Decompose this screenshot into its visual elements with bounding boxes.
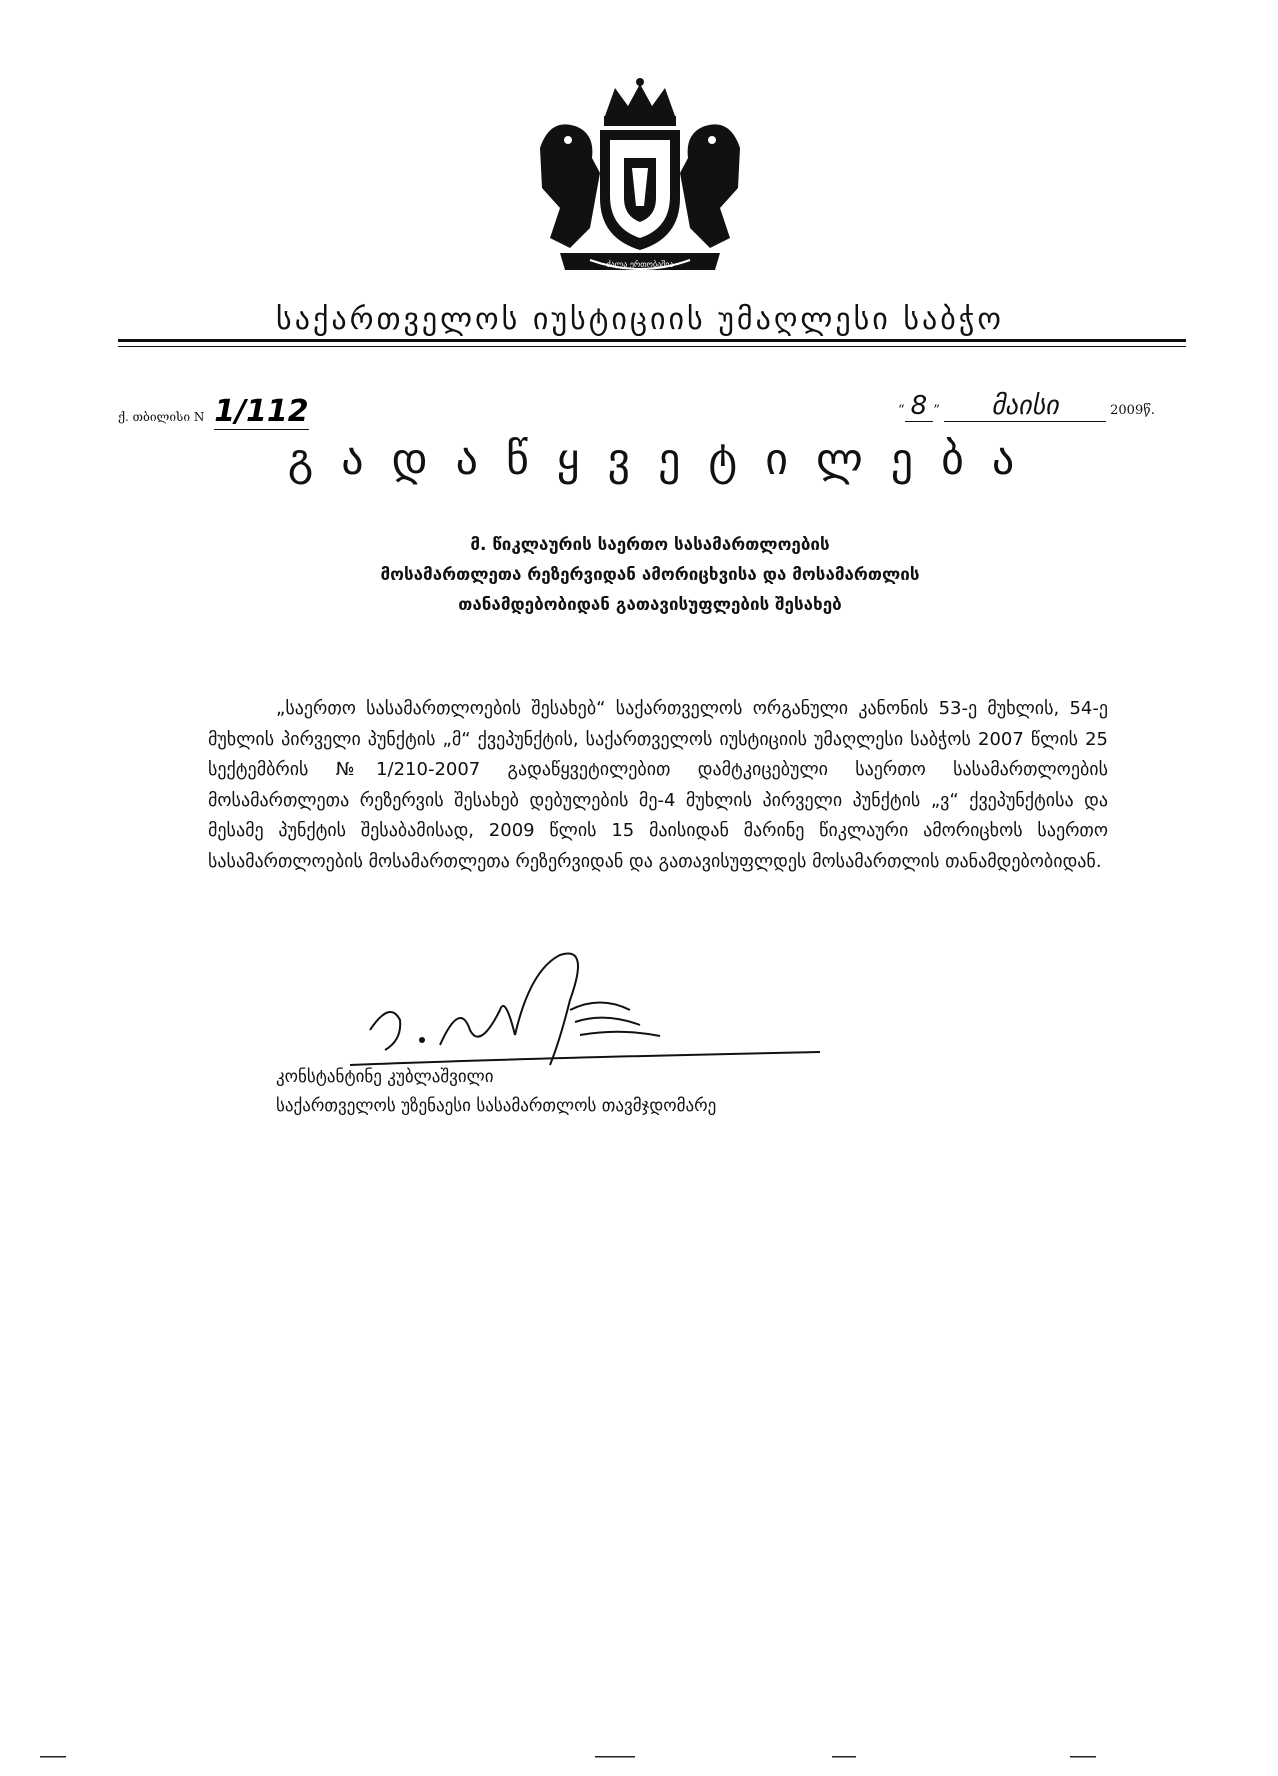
subject-line: მ. წიკლაურის საერთო სასამართლოების bbox=[470, 535, 830, 555]
signer-name: კონსტანტინე კუბლაშვილი bbox=[276, 1067, 494, 1087]
date-month: მაისი bbox=[944, 391, 1106, 422]
date-day: 8 bbox=[905, 391, 934, 422]
emblem-motto: ძალა ერთობაშია bbox=[606, 260, 674, 269]
document-number bbox=[118, 394, 309, 429]
signer-position: საქართველოს უზენაესი სასამართლოს თავმჯდომარე bbox=[276, 1096, 717, 1116]
handwritten-signature-icon bbox=[330, 940, 830, 1080]
document-number-label: ქ. თბილისი N bbox=[118, 410, 205, 424]
document-title: გადაწყვეტილება bbox=[287, 434, 1043, 485]
document-body: „საერთო სასამართლოების შესახებ“ საქართველოს ორგანული კანონის 53-ე მუხლის, 54-ე მუხლის პირველი პუნქტის „მ“ ქვეპუნქტის, საქართველოს იუსტიციის უმაღლესი საბჭოს 2007 წლის 25 სექტემბრის №1/210-2007 გადაწყვეტილებით დამტკიცებული საერთო სასამართლოების მოსამართლეთა რეზერვის შესახებ დებულების მე-4 მუხლის პირველი პუნქტის „ვ“ ქვეპუნქტისა და მესამე პუნქტის შესაბამისად, 2009 წლის 15 მაისიდან მარინე წიკლაური ამორიცხოს საერთო სასამართლოების მოსამართლეთა რეზერვიდან და გათავისუფლდეს მოსამართლის თანამდებობიდან. bbox=[208, 698, 1108, 872]
date-year: 2009წ. bbox=[1110, 403, 1155, 418]
subject-line: მოსამართლეთა რეზერვიდან ამორიცხვისა და მოსამართლის bbox=[380, 565, 920, 585]
document-date: “ 8 ” მაისი 2009წ. bbox=[898, 391, 1155, 421]
subject-line: თანამდებობიდან გათავისუფლების შესახებ bbox=[458, 595, 842, 615]
header-rule-thin bbox=[118, 346, 1186, 347]
document-subject bbox=[300, 530, 1000, 620]
scan-edge-marks bbox=[0, 1750, 1278, 1760]
coat-of-arms-icon bbox=[520, 78, 760, 288]
organization-name: საქართველოს იუსტიციის უმაღლესი საბჭო bbox=[276, 302, 1004, 337]
header-rule-thick bbox=[118, 339, 1186, 342]
document-number-value: 1/112 bbox=[214, 394, 309, 429]
